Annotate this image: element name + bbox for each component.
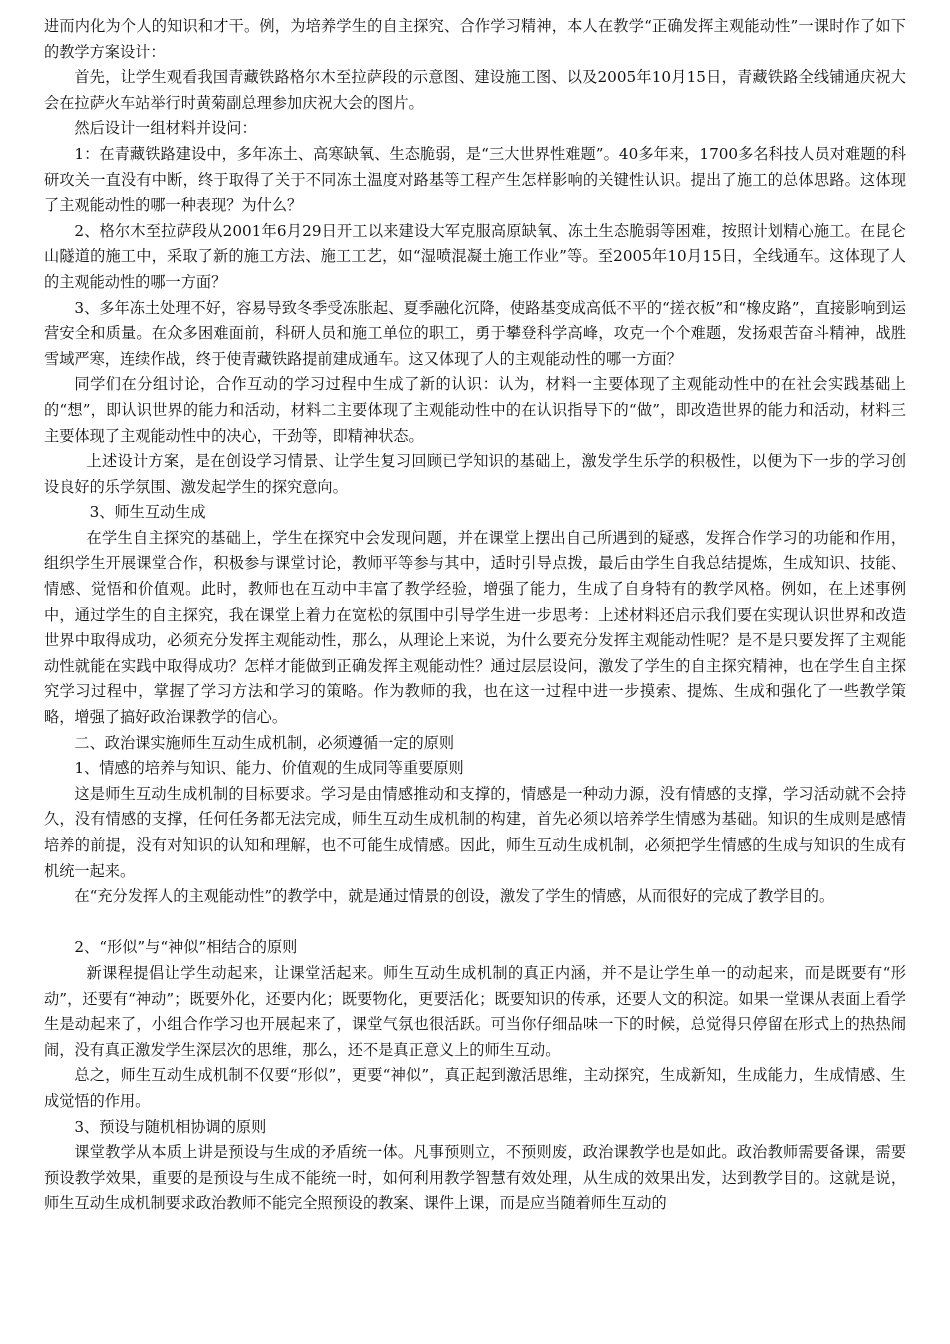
paragraph: 总之，师生互动生成机制不仅要“形似”，更要“神似”，真正起到激活思维，主动探究，生成新知，生成能力，生成情感、生成觉悟的作用。 [44,1066,906,1110]
blank-line [44,910,906,936]
paragraph: 进而内化为个人的知识和才干。例，为培养学生的自主探究、合作学习精神，本人在教学“正确发挥主观能动性”一课时作了如下的教学方案设计： [44,17,906,61]
paragraph: 首先，让学生观看我国青藏铁路格尔木至拉萨段的示意图、建设施工图、以及2005年10月15日，青藏铁路全线铺通庆祝大会在拉萨火车站举行时黄菊副总理参加庆祝大会的图片。 [44,68,906,112]
paragraph: 3、多年冻土处理不好，容易导致冬季受冻胀起、夏季融化沉降，使路基变成高低不平的“搓衣板”和“橡皮路”，直接影响到运营安全和质量。在众多困难面前，科研人员和施工单位的职工，勇于攀登科学高峰，攻克一个个难题，发扬艰苦奋斗精神，战胜雪域严寒，连续作战，终于使青藏铁路提前建成通车。这又体现了人的主观能动性的哪一方面？ [44,298,906,368]
section-heading: 2、“形似”与“神似”相结合的原则 [74,938,298,957]
paragraph: 在学生自主探究的基础上，学生在探究中会发现问题，并在课堂上摆出自己所遇到的疑惑，发挥合作学习的功能和作用，组织学生开展课堂合作，积极参与课堂讨论，教师平等参与其中，适时引导点拨，最后由学生自我总结提炼，生成知识、技能、情感、觉悟和价值观。此时，教师也在互动中丰富了教学经验，增强了能力，生成了自身特有的教学风格。例如，在上述事例中，通过学生的自主探究，我在课堂上着力在宽松的氛围中引导学生进一步思考：上述材料还启示我们要在实现认识世界和改造世界中取得成功，必须充分发挥主观能动性，那么，从理论上来说，为什么要充分发挥主观能动性呢？是不是只要发挥了主观能动性就能在实践中取得成功？怎样才能做到正确发挥主观能动性？通过层层设问，激发了学生的自主探究精神，也在学生自主探究学习过程中，掌握了学习方法和学习的策略。作为教师的我，也在这一过程中进一步摸索、提炼、生成和强化了一些教学策略，增强了搞好政治课教学的信心。 [44,528,906,727]
paragraph: 新课程提倡让学生动起来，让课堂活起来。师生互动生成机制的真正内涵，并不是让学生单一的动起来，而是既要有“形动”，还要有“神动”；既要外化，还要内化；既要物化，更要活化；既要知识的传承，还要人文的积淀。如果一堂课从表面上看学生是动起来了，小组合作学习也开展起来了，课堂气氛也很活跃。可当你仔细品味一下的时候，总觉得只停留在形式上的热热闹闹，没有真正激发学生深层次的思维，那么，还不是真正意义上的师生互动。 [44,963,906,1059]
paragraph: 上述设计方案，是在创设学习情景、让学生复习回顾已学知识的基础上，激发学生乐学的积极性，以便为下一步的学习创设良好的乐学氛围、激发起学生的探究意向。 [44,452,906,496]
paragraph: 课堂教学从本质上讲是预设与生成的矛盾统一体。凡事预则立，不预则废，政治课教学也是如此。政治教师需要备课，需要预设教学效果，重要的是预设与生成不能统一时，如何利用教学智慧有效处理，从生成的效果出发，达到教学目的。这就是说，师生互动生成机制要求政治教师不能完全照预设的教案、课件上课，而是应当随着师生互动的 [44,1143,906,1213]
paragraph: 2、格尔木至拉萨段从2001年6月29日开工以来建设大军克服高原缺氧、冻土生态脆弱等困难，按照计划精心施工。在昆仑山隧道的施工中，采取了新的施工方法、施工工艺，如“湿喷混凝土施工作业”等。至2005年10月15日，全线通车。这体现了人的主观能动性的哪一方面？ [44,221,906,291]
paragraph: 1：在青藏铁路建设中，多年冻土、高寒缺氧、生态脆弱，是“三大世界性难题”。40多年来，1700多名科技人员对难题的科研攻关一直没有中断，终于取得了关于不同冻土温度对路基等工程产生怎样影响的关键性认识。提出了施工的总体思路。这体现了主观能动性的哪一种表现？为什么？ [44,144,906,215]
document-page [44,14,906,1217]
section-heading: 1、情感的培养与知识、能力、价值观的生成同等重要原则 [74,759,464,778]
paragraph: 然后设计一组材料并设问： [74,119,257,138]
section-heading: 二、政治课实施师生互动生成机制，必须遵循一定的原则 [74,733,455,752]
paragraph: 这是师生互动生成机制的目标要求。学习是由情感推动和支撑的，情感是一种动力源，没有情感的支撑，学习活动就不会持久，没有情感的支撑，任何任务都无法完成，师生互动生成机制的构建，首先必须以培养学生情感为基础。知识的生成则是感情培养的前提，没有对知识的认知和理解，也不可能生成情感。因此，师生互动生成机制，必须把学生情感的生成与知识的生成有机统一起来。 [44,784,906,880]
paragraph: 在“充分发挥人的主观能动性”的教学中，就是通过情景的创设，激发了学生的情感，从而很好的完成了教学目的。 [74,887,835,906]
section-heading: 3、师生互动生成 [89,503,206,522]
section-heading: 3、预设与随机相协调的原则 [74,1117,267,1136]
paragraph: 同学们在分组讨论，合作互动的学习过程中生成了新的认识：认为，材料一主要体现了主观能动性中的在社会实践基础上的“想”，即认识世界的能力和活动，材料二主要体现了主观能动性中的在认识指导下的“做”，即改造世界的能力和活动，材料三主要体现了主观能动性中的决心，干劲等，即精神状态。 [44,375,906,445]
